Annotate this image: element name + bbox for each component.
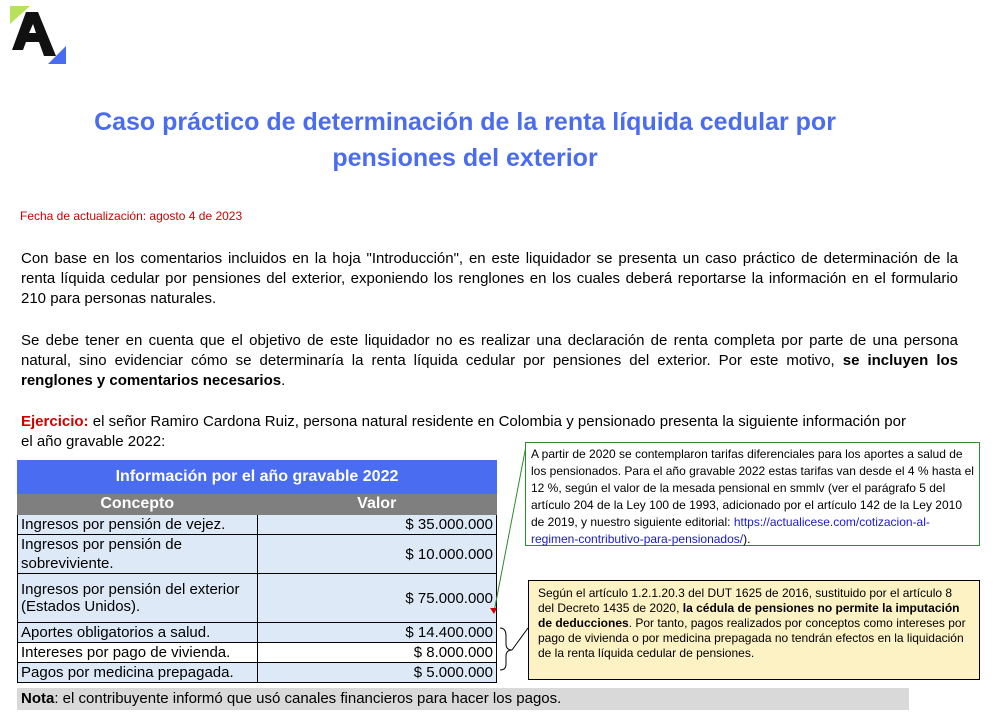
income-table [17,460,497,683]
actualicese-logo-icon [8,6,68,66]
exercise-label: Ejercicio: [21,413,89,430]
table-title: Información por el año gravable 2022 [18,461,497,494]
table-row [18,535,497,574]
deductions-note [528,580,980,680]
row-value[interactable]: $ 75.000.000 [257,574,497,623]
intro-paragraph: Con base en los comentarios incluidos en la hoja "Introducción", en este liquidador se presenta un caso práctico de determinación de la renta líquida cedular por pensiones del exterior, exponiendo los renglones en los cuales deberá reportarse la información en el formulario 210 para personas naturales. [21,250,958,307]
row-value[interactable]: $ 8.000.000 [257,643,497,663]
row-value[interactable]: $ 35.000.000 [257,515,497,535]
table-row [18,515,497,535]
note2-text: Según el artículo 1.2.1.20.3 del DUT 1625 de 2016, sustituido por el artículo 8 del Decreto 1435 de 2020, [538,586,953,615]
row-concept[interactable]: Aportes obligatorios a salud. [18,623,258,643]
nota-text: : el contribuyente informó que usó canales financieros para hacer los pagos. [54,690,562,707]
nota-label: Nota [21,690,55,707]
row-concept[interactable]: Ingresos por pensión del exterior (Estados Unidos). [18,574,258,623]
note2-text-end: . Por tanto, pagos realizados por conceptos como intereses por pago de vivienda o por medicina prepagada no tendrán efectos en la liquidación de la renta líquida cedular de pensiones. [538,616,966,660]
update-date: Fecha de actualización: agosto 4 de 2023 [20,209,243,223]
objective-bold: se incluyen los renglones y comentarios necesarios [21,352,958,389]
table-row [18,643,497,663]
table-row [18,574,497,623]
row-concept[interactable]: Ingresos por pensión de sobreviviente. [18,535,258,574]
exercise-text: el señor Ramiro Cardona Ruiz, persona natural residente en Colombia y pensionado presenta la siguiente información por el año gravable 2022: [21,413,906,450]
row-value[interactable]: $ 5.000.000 [257,663,497,683]
objective-paragraph [21,331,958,391]
row-concept[interactable]: Pagos por medicina prepagada. [18,663,258,683]
column-header-concept: Concepto [18,494,258,515]
objective-text: Se debe tener en cuenta que el objetivo de este liquidador no es realizar una declaración de renta completa por parte de una persona natural, sino evidenciar cómo se determinaría la renta líquida cedular por pensiones del exterior. Por este motivo, [21,332,958,369]
payment-note [17,688,909,710]
health-contribution-note [525,442,980,546]
table-row [18,623,497,643]
editorial-link[interactable]: https://actualicese.com/cotizacion-al-regimen-contributivo-para-pensionados/ [531,515,930,546]
row-concept[interactable]: Intereses por pago de vivienda. [18,643,258,663]
note1-text: A partir de 2020 se contemplaron tarifas diferenciales para los aportes a salud de los pensionados. Para el año gravable 2022 estas tarifas van desde el 4 % hasta el 12 %, según el valor de la mesada pensional en smmlv (ver el parágrafo 5 del artículo 204 de la Ley 100 de 1993, adicionado por el artículo 142 de la Ley 2010 de 2019, y nuestro siguiente editorial: [531,447,974,529]
column-header-value: Valor [257,494,497,515]
page-title: Caso práctico de determinación de la renta líquida cedular por pensiones del exterior [94,108,836,172]
table-row [18,663,497,683]
row-concept[interactable]: Ingresos por pensión de vejez. [18,515,258,535]
note2-bold: la cédula de pensiones no permite la imputación de deducciones [538,601,960,630]
row-value[interactable]: $ 10.000.000 [257,535,497,574]
row-value[interactable]: $ 14.400.000 [257,623,497,643]
note1-end: ). [743,532,751,546]
objective-end: . [281,372,286,389]
